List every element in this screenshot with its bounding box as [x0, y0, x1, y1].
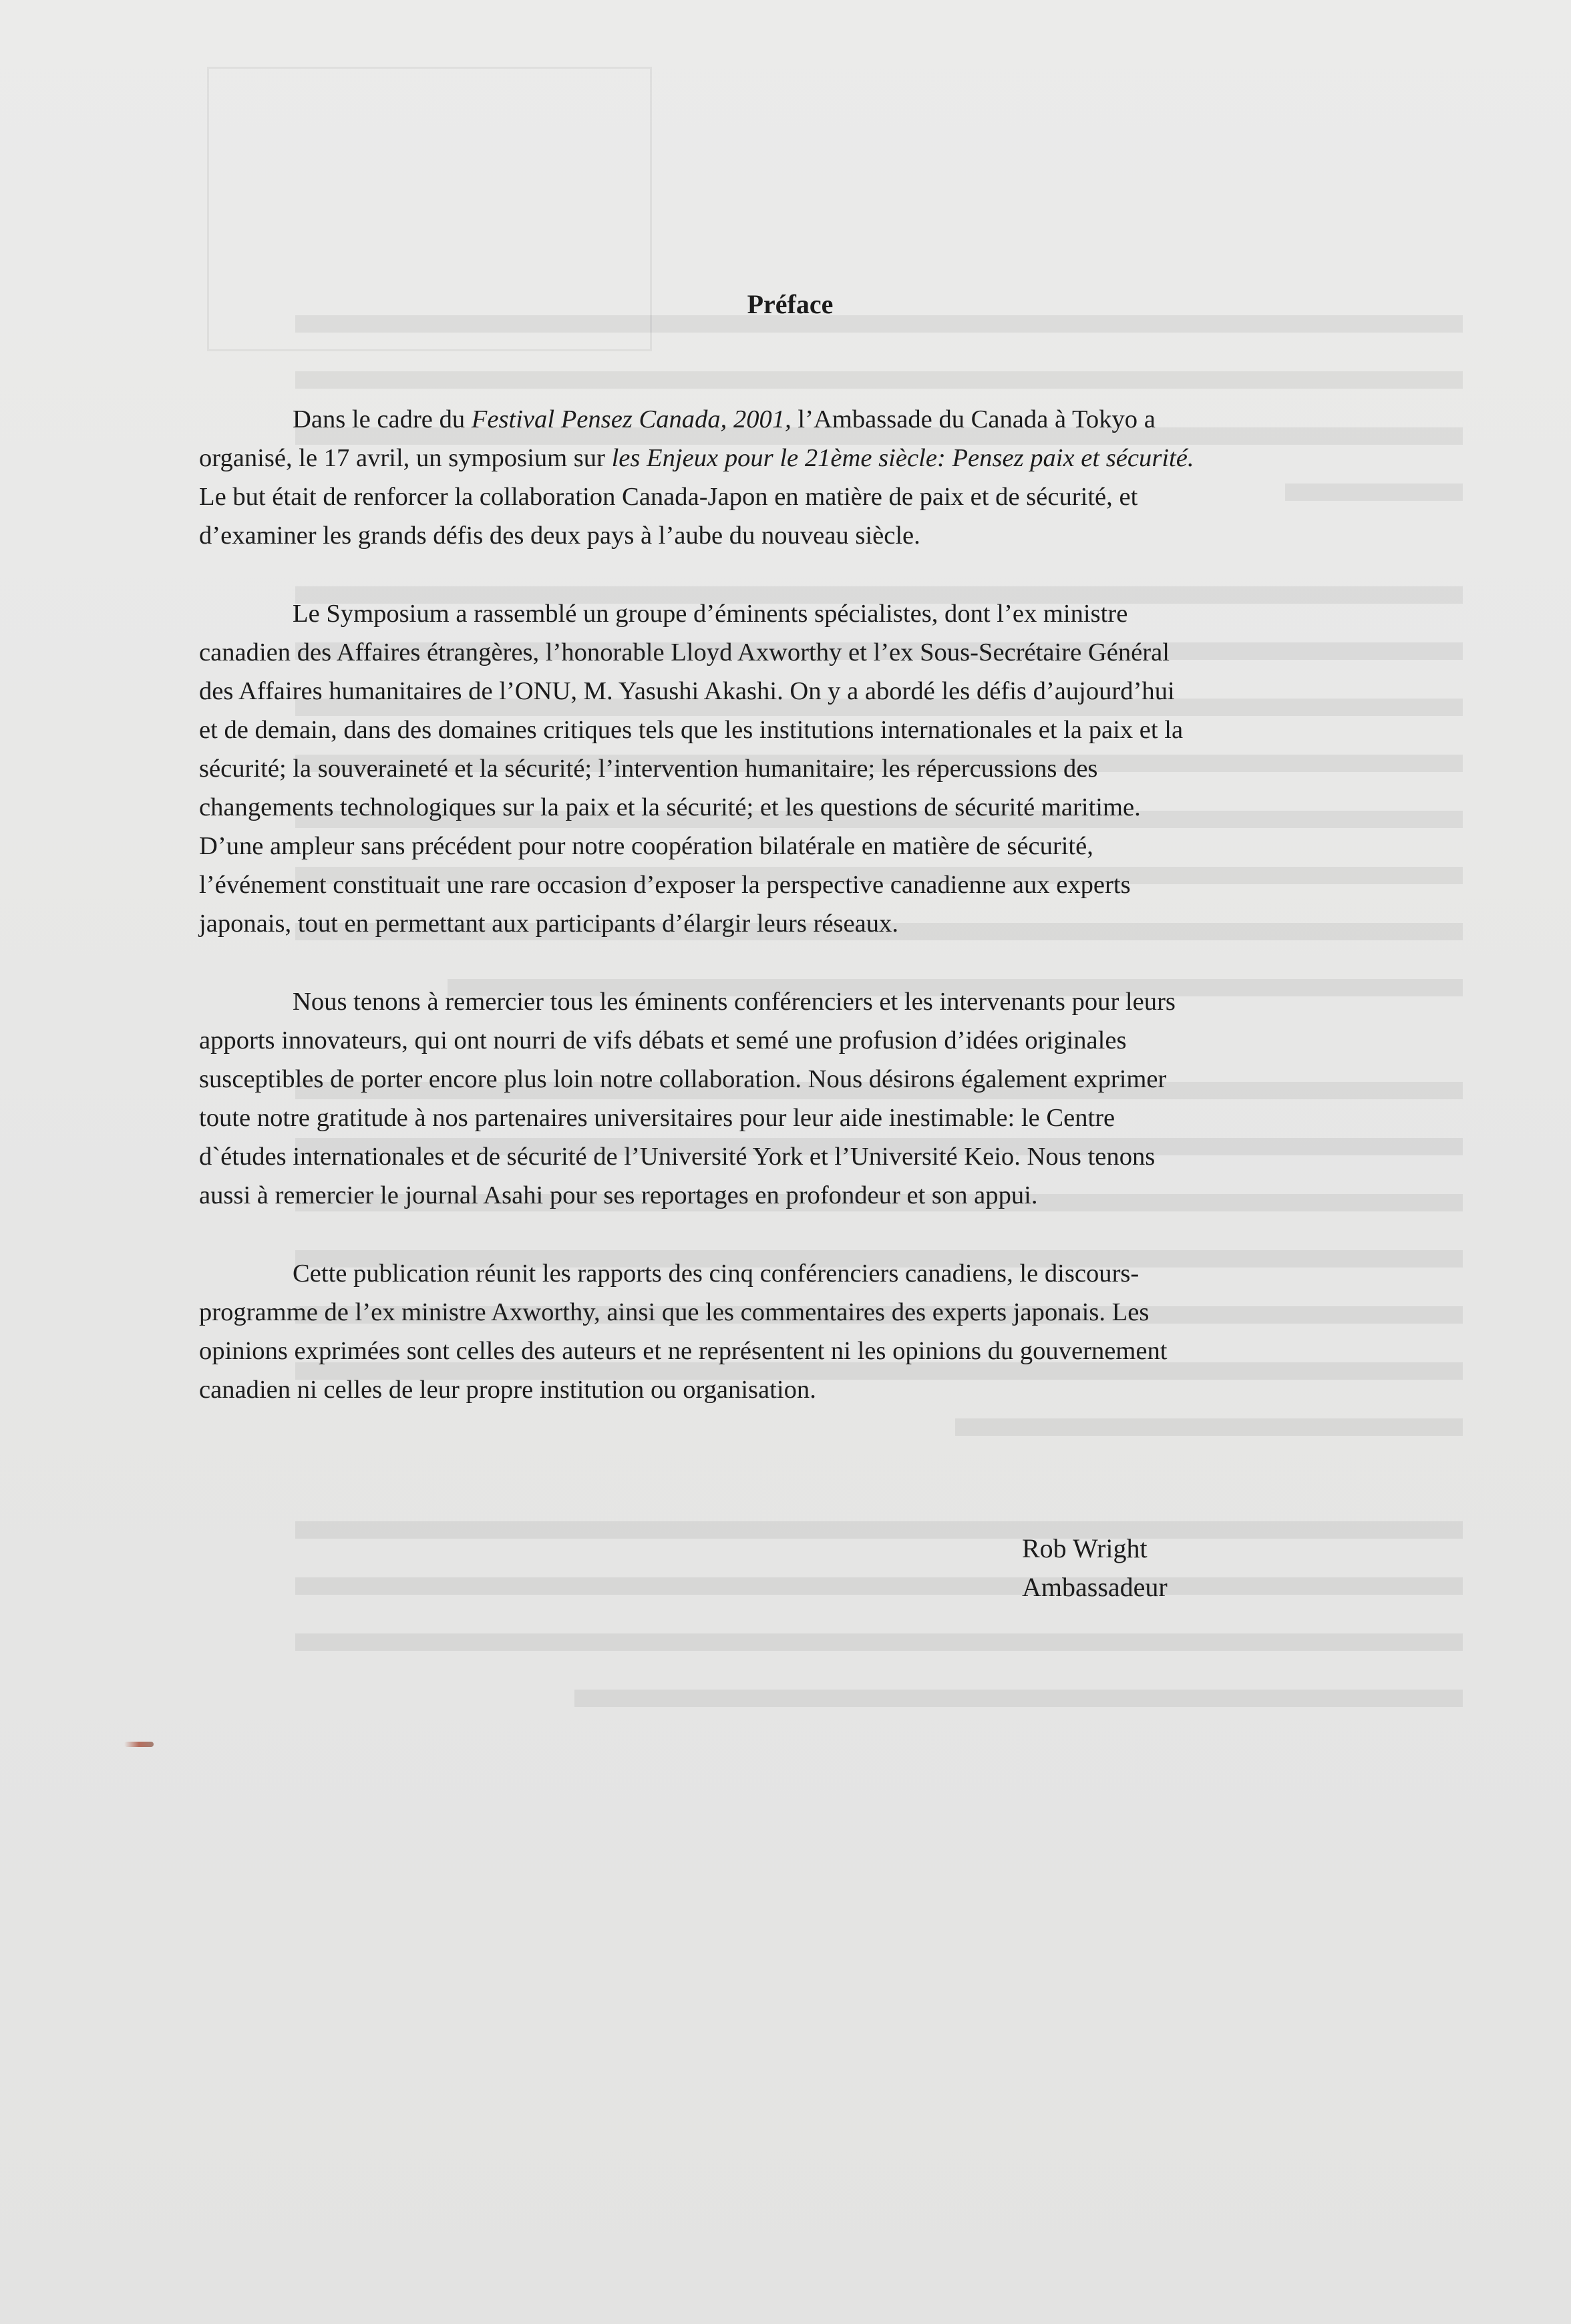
body-paragraph — [199, 594, 1341, 943]
text-line — [199, 672, 1341, 711]
text-run: susceptibles de porter encore plus loin notre collaboration. Nous désirons également exprimer — [199, 1065, 1167, 1093]
text-run: Le Symposium a rassemblé un groupe d’éminents spécialistes, dont l’ex ministre — [293, 600, 1128, 628]
body-paragraph — [199, 1254, 1341, 1409]
text-line — [199, 1370, 1341, 1409]
text-line — [199, 1293, 1341, 1332]
text-run: D’une ampleur sans précédent pour notre coopération bilatérale en matière de sécurité, — [199, 832, 1093, 860]
text-line — [199, 1332, 1341, 1370]
page-title: Préface — [747, 289, 834, 319]
text-line — [199, 1021, 1341, 1060]
text-run: d`études internationales et de sécurité de l’Université York et l’Université Keio. Nous tenons — [199, 1143, 1156, 1171]
text-run: d’examiner les grands défis des deux pays à l’aube du nouveau siècle. — [199, 522, 920, 550]
text-run: Cette publication réunit les rapports des cinq conférenciers canadiens, le discours- — [293, 1260, 1140, 1288]
paragraph-list — [199, 400, 1341, 1409]
text-line — [199, 827, 1341, 865]
text-line — [199, 865, 1341, 904]
text-line — [199, 1060, 1341, 1099]
text-run: l’événement constituait une rare occasion d’exposer la perspective canadienne aux experts — [199, 871, 1131, 899]
text-run: et de demain, dans des domaines critiques tels que les institutions internationales et la paix et la — [199, 716, 1184, 744]
text-run: canadien ni celles de leur propre institution ou organisation. — [199, 1376, 816, 1404]
text-run: japonais, tout en permettant aux participants d’élargir leurs réseaux. — [199, 910, 898, 938]
text-run: aussi à remercier le journal Asahi pour ses reportages en profondeur et son appui. — [199, 1181, 1038, 1209]
text-line — [293, 1254, 1341, 1293]
text-line — [199, 516, 1341, 555]
text-line — [293, 400, 1341, 439]
text-run: l’Ambassade du Canada à Tokyo a — [791, 405, 1156, 433]
text-line — [199, 439, 1341, 477]
text-run: opinions exprimées sont celles des auteurs et ne représentent ni les opinions du gouvernement — [199, 1337, 1168, 1365]
text-run: apports innovateurs, qui ont nourri de vifs débats et semé une profusion d’idées originales — [199, 1026, 1127, 1054]
italic-title: les Enjeux pour le 21ème siècle: Pensez paix et sécurité. — [611, 444, 1194, 472]
text-run: programme de l’ex ministre Axworthy, ainsi que les commentaires des experts japonais. Les — [199, 1298, 1150, 1326]
italic-title: Festival Pensez Canada, 2001, — [471, 405, 792, 433]
text-line — [199, 904, 1341, 943]
text-line — [199, 1176, 1341, 1215]
body-paragraph — [199, 400, 1341, 555]
document-body — [199, 288, 1341, 1448]
text-line — [199, 788, 1341, 827]
text-run: Nous tenons à remercier tous les éminents conférenciers et les intervenants pour leurs — [293, 988, 1176, 1016]
text-line — [199, 749, 1341, 788]
text-line — [199, 633, 1341, 672]
text-line — [199, 711, 1341, 749]
text-line — [199, 477, 1341, 516]
text-line — [199, 1137, 1341, 1176]
paper-speck — [124, 1742, 154, 1747]
text-run: canadien des Affaires étrangères, l’honorable Lloyd Axworthy et l’ex Sous-Secrétaire Général — [199, 638, 1170, 666]
signatory-role: Ambassadeur — [1022, 1572, 1168, 1602]
text-line — [293, 982, 1341, 1021]
text-run: organisé, le 17 avril, un symposium sur — [199, 444, 612, 472]
signature-block — [1022, 1529, 1168, 1607]
text-line — [199, 1099, 1341, 1137]
signatory-name: Rob Wright — [1022, 1533, 1148, 1563]
text-run: Le but était de renforcer la collaboration Canada-Japon en matière de paix et de sécurité, et — [199, 483, 1138, 511]
text-run: sécurité; la souveraineté et la sécurité; l’intervention humanitaire; les répercussions des — [199, 755, 1098, 783]
text-run: Dans le cadre du — [293, 405, 472, 433]
text-line — [293, 594, 1341, 633]
body-paragraph — [199, 982, 1341, 1215]
text-run: des Affaires humanitaires de l’ONU, M. Yasushi Akashi. On y a abordé les défis d’aujourd’hui — [199, 677, 1175, 705]
text-run: toute notre gratitude à nos partenaires universitaires pour leur aide inestimable: le Centre — [199, 1104, 1115, 1132]
text-run: changements technologiques sur la paix et la sécurité; et les questions de sécurité maritime. — [199, 793, 1141, 821]
